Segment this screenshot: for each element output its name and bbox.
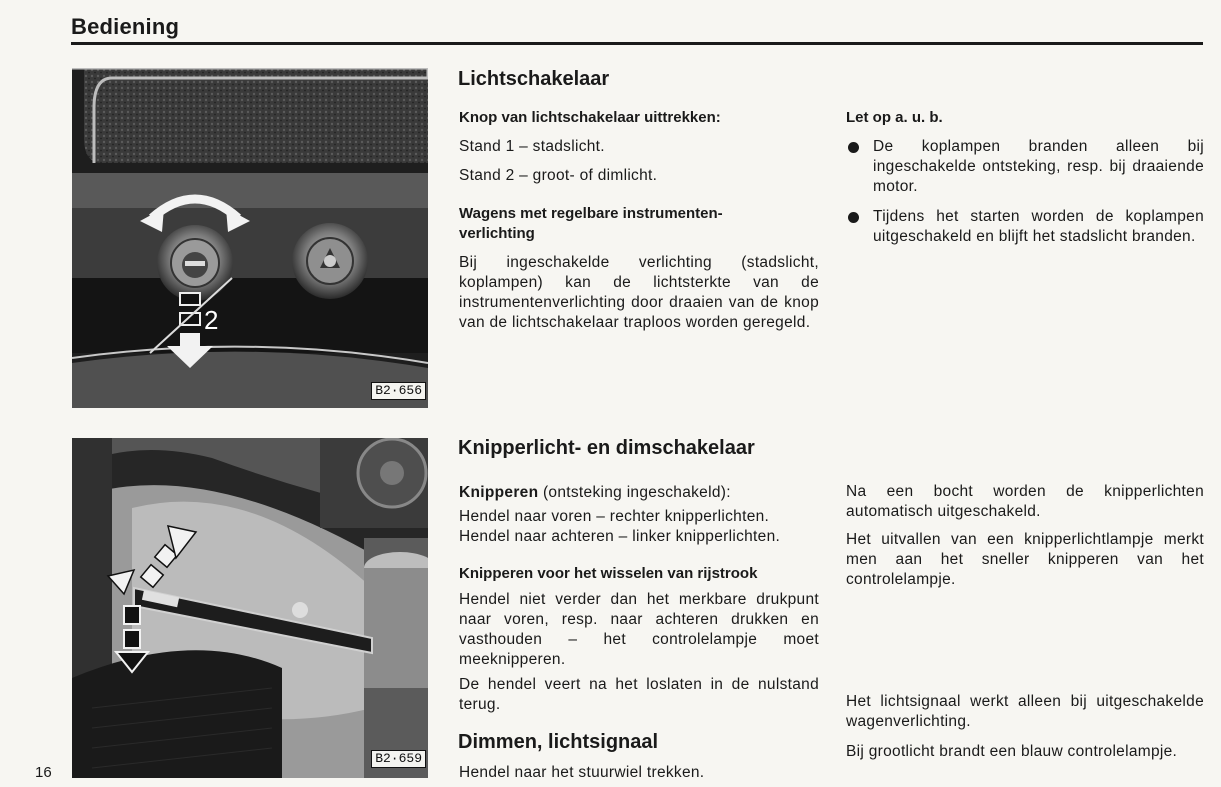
stand-2-text: Stand 2 – groot- of dimlicht.: [459, 167, 658, 184]
lever-release-text: De hendel veert na het loslaten in de nulstand terug.: [459, 676, 819, 713]
auto-cancel-text: Na een bocht worden de knipperlichten automatisch uitgeschakeld.: [846, 483, 1204, 520]
stand-1-text: Stand 1 – stadslicht.: [459, 138, 605, 155]
indicator-stalk-photo: [72, 438, 428, 778]
position-mark-2: 2: [204, 305, 219, 335]
note-item: De koplampen branden alleen bij ingeschakelde ontsteking, resp. bij draaiende motor.: [846, 137, 1204, 197]
instrument-lighting-heading: Wagens met regelbare instrumenten-verlichting: [459, 205, 723, 242]
lane-change-heading: Knipperen voor het wisselen van rijstrook: [459, 565, 758, 582]
note-item: Tijdens het starten worden de koplampen uitgeschakeld en blijft het stadslicht branden.: [846, 207, 1204, 247]
dimming-heading: Dimmen, lichtsignaal: [458, 731, 659, 753]
lane-change-text: Hendel niet verder dan het merkbare drukpunt naar voren, resp. naar achteren drukken en vasthouden – het controlelampje moet meeknipperen.: [459, 591, 819, 668]
lever-forward-text: Hendel naar voren – rechter knipperlichten.: [459, 508, 770, 525]
knipperen-line: [459, 483, 731, 503]
title-rule: [71, 42, 1203, 45]
note-list: [846, 137, 1204, 257]
instrument-lighting-text: Bij ingeschakelde verlichting (stadslicht, koplampen) kan de lichtsterkte van de instrumentenverlichting door draaien van de knop van de lichtschakelaar traploos worden geregeld.: [459, 254, 819, 331]
light-switch-photo: [72, 68, 428, 408]
knipperen-bold: Knipperen: [459, 484, 539, 501]
bulb-failure-text: Het uitvallen van een knipperlichtlampje merkt men aan het sneller knipperen van het controlelampje.: [846, 531, 1204, 588]
page-number: 16: [35, 764, 52, 781]
knipperen-rest: (ontsteking ingeschakeld):: [538, 484, 731, 501]
light-signal-text: Het lichtsignaal werkt alleen bij uitgeschakelde wagenverlichting.: [846, 693, 1204, 730]
pull-knob-subheading: Knop van lichtschakelaar uittrekken:: [459, 109, 721, 126]
dimming-text: Hendel naar het stuurwiel trekken.: [459, 764, 705, 781]
lever-backward-text: Hendel naar achteren – linker knipperlichten.: [459, 528, 781, 545]
note-heading: Let op a. u. b.: [846, 109, 943, 126]
high-beam-text: Bij grootlicht brandt een blauw controlelampje.: [846, 743, 1178, 760]
photo-label-b2-659: B2·659: [371, 750, 426, 768]
light-switch-heading: Lichtschakelaar: [458, 68, 610, 90]
page-title: Bediening: [71, 14, 180, 39]
photo-label-b2-656: B2·656: [371, 382, 426, 400]
indicator-switch-heading: Knipperlicht- en dimschakelaar: [458, 437, 755, 459]
